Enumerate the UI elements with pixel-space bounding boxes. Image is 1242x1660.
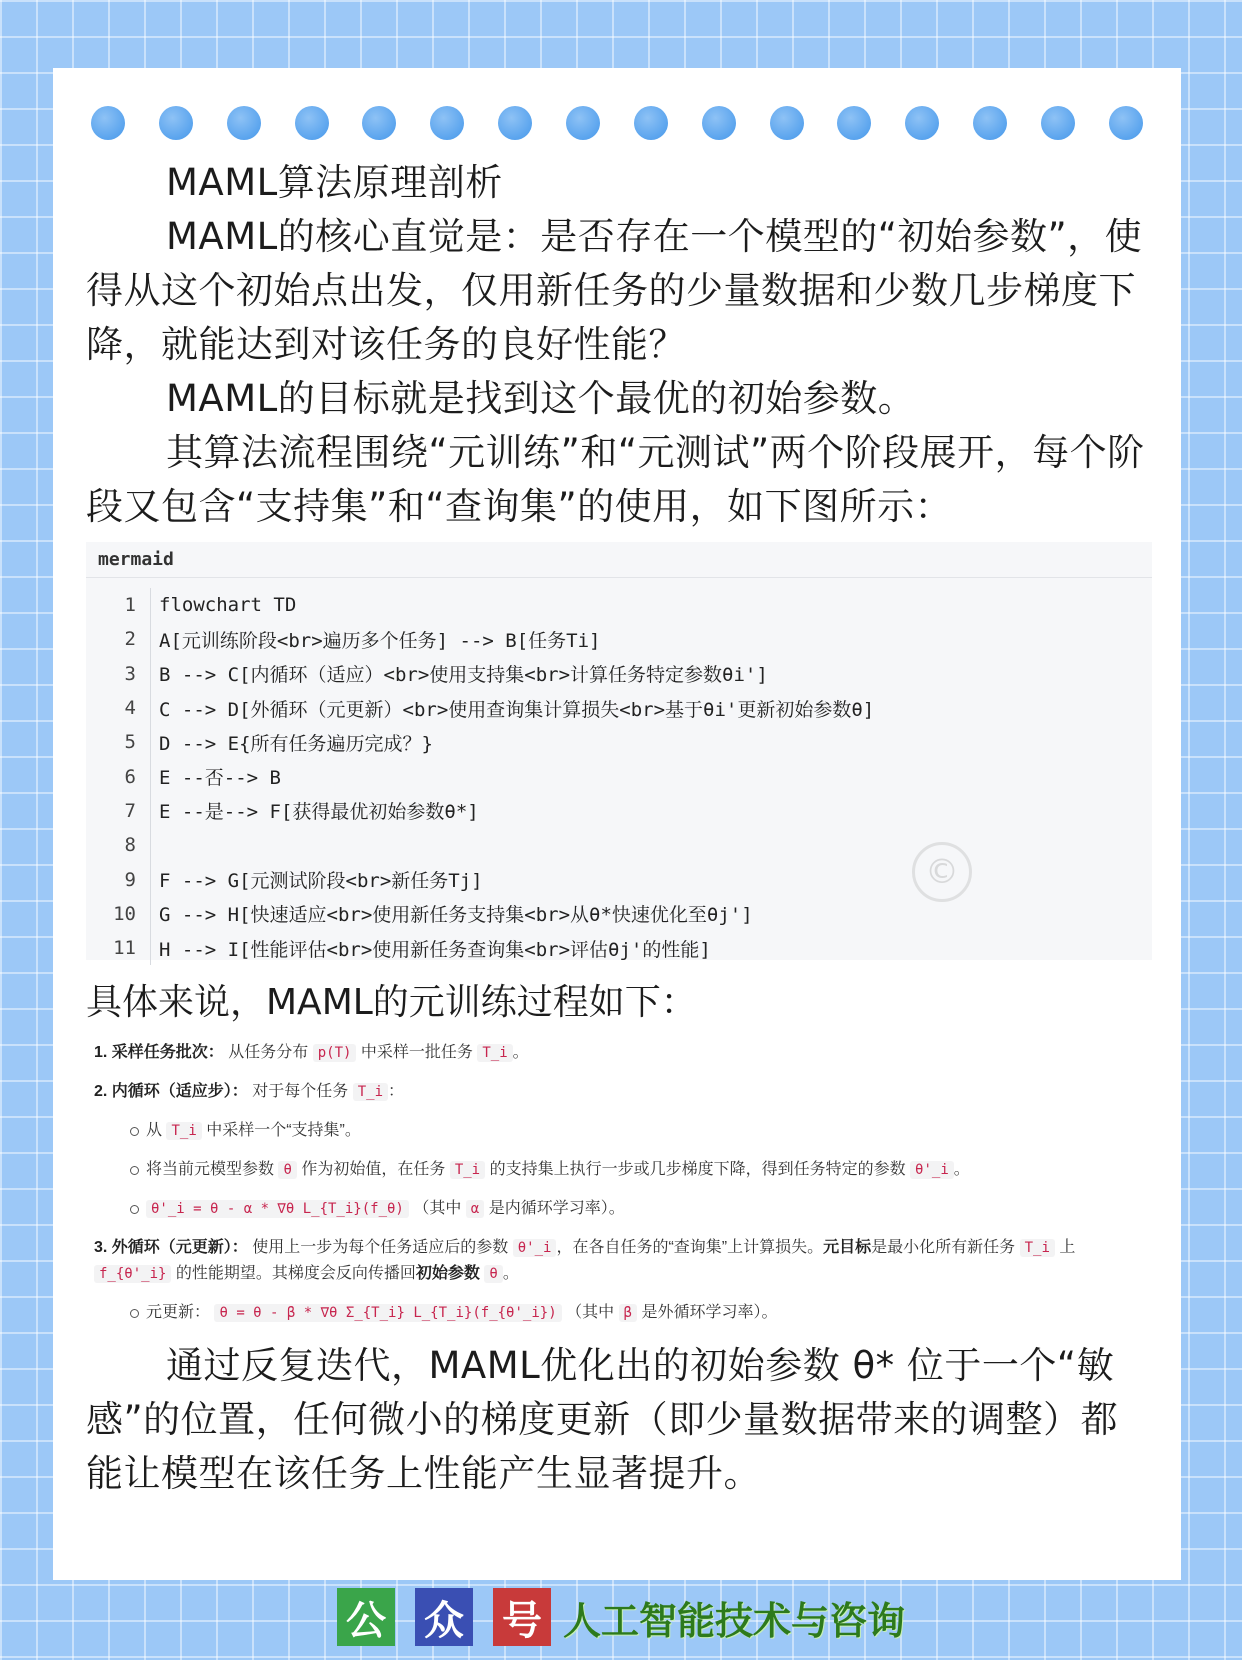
gutter-divider	[150, 897, 151, 931]
binder-hole	[770, 106, 804, 140]
code-text: G --> H[快速适应<br>使用新任务支持集<br>从θ*快速优化至θj']	[159, 904, 753, 927]
line-number: 11	[113, 937, 136, 960]
gutter-divider	[150, 794, 151, 828]
gutter-divider	[150, 657, 151, 691]
footer-banner	[0, 1588, 1242, 1646]
binder-hole	[295, 106, 329, 140]
gutter-divider	[150, 862, 151, 896]
binder-hole	[702, 106, 736, 140]
code-text: B --> C[内循环（适应）<br>使用支持集<br>计算任务特定参数θi']	[159, 664, 768, 687]
paragraph-intuition: MAML的核心直觉是：是否存在一个模型的“初始参数”，使得从这个初始点出发，仅用新任务的少量数据和少数几步梯度下降，就能达到对该任务的良好性能？	[86, 215, 1143, 366]
binder-hole	[634, 106, 668, 140]
gutter-divider	[150, 931, 151, 965]
binder-hole	[837, 106, 871, 140]
paragraph-goal: MAML的目标就是找到这个最优的初始参数。	[166, 377, 916, 420]
gutter-divider	[150, 725, 151, 759]
list-item: 2. 内循环（适应步）： 对于每个任务 T_i ：	[94, 1083, 405, 1100]
list-item: 1. 采样任务批次： 从任务分布 p(T) 中采样一批任务 T_i 。	[94, 1044, 529, 1061]
binder-hole	[905, 106, 939, 140]
binder-hole	[227, 106, 261, 140]
footer-badge-hao: 号	[493, 1588, 551, 1646]
code-text: A[元训练阶段<br>遍历多个任务] --> B[任务Ti]	[159, 629, 601, 652]
line-number: 6	[124, 765, 136, 788]
code-line	[86, 862, 1152, 896]
gutter-divider	[150, 759, 151, 793]
footer-badge-zhong: 众	[415, 1588, 473, 1646]
binder-hole	[159, 106, 193, 140]
binder-hole	[1109, 106, 1143, 140]
article-title: MAML算法原理剖析	[166, 161, 503, 204]
binder-hole	[566, 106, 600, 140]
line-number: 4	[124, 697, 136, 720]
code-line	[86, 725, 1152, 759]
line-number: 5	[124, 731, 136, 754]
code-line	[86, 657, 1152, 691]
binder-hole	[362, 106, 396, 140]
gutter-divider	[150, 588, 151, 622]
binder-hole	[91, 106, 125, 140]
footer-account-name: 人工智能技术与咨询	[562, 1598, 905, 1643]
code-line	[86, 828, 1152, 862]
footer-badge-gong: 公	[337, 1588, 395, 1646]
binder-holes	[91, 106, 1143, 140]
code-line	[86, 794, 1152, 828]
code-text: E --否--> B	[159, 767, 281, 790]
code-line	[86, 691, 1152, 725]
note-page	[53, 68, 1181, 1580]
code-block	[86, 542, 1152, 960]
copyright-watermark: ©	[912, 842, 972, 902]
code-text: flowchart TD	[159, 594, 297, 617]
code-line	[86, 759, 1152, 793]
code-line	[86, 622, 1152, 656]
sub-list-item: 元更新： θ = θ - β * ∇θ Σ_{T_i} L_{T_i}(f_{θ'_i}) （其中 β 是外循环学习率）。	[86, 1300, 1148, 1326]
code-text: C --> D[外循环（元更新）<br>使用查询集计算损失<br>基于θi'更新初始参数θ]	[159, 698, 875, 721]
binder-hole	[430, 106, 464, 140]
article-content	[86, 156, 1148, 1501]
sub-list-item: θ'_i = θ - α * ∇θ L_{T_i}(f_θ) （其中 α 是内循环学习率）。	[86, 1196, 1148, 1222]
code-text: H --> I[性能评估<br>使用新任务查询集<br>评估θj'的性能]	[159, 938, 711, 961]
steps-list	[86, 1040, 1148, 1326]
line-number: 3	[124, 662, 136, 685]
code-text: F --> G[元测试阶段<br>新任务Tj]	[159, 870, 483, 893]
paragraph-flow: 其算法流程围绕“元训练”和“元测试”两个阶段展开，每个阶段又包含“支持集”和“查询集”的使用，如下图所示：	[86, 431, 1145, 528]
code-lines	[86, 578, 1152, 965]
binder-hole	[498, 106, 532, 140]
sub-list-item: 从 T_i 中采样一个“支持集”。	[86, 1118, 1148, 1144]
gutter-divider	[150, 828, 151, 862]
line-number: 7	[124, 799, 136, 822]
code-language-label: mermaid	[86, 542, 1152, 578]
gutter-divider	[150, 622, 151, 656]
line-number: 10	[113, 902, 136, 925]
code-line	[86, 897, 1152, 931]
binder-hole	[1041, 106, 1075, 140]
binder-hole	[973, 106, 1007, 140]
sub-list-item: 将当前元模型参数 θ 作为初始值，在任务 T_i 的支持集上执行一步或几步梯度下降，得到任务特定的参数 θ'_i 。	[86, 1157, 1148, 1183]
line-number: 1	[124, 594, 136, 617]
code-line	[86, 588, 1152, 622]
code-line	[86, 931, 1152, 965]
line-number: 8	[124, 834, 136, 857]
line-number: 9	[124, 868, 136, 891]
section-heading: 具体来说，MAML的元训练过程如下：	[86, 982, 697, 1023]
paragraph-conclusion: 通过反复迭代，MAML优化出的初始参数 θ* 位于一个“敏感”的位置，任何微小的梯度更新（即少量数据带来的调整）都能让模型在该任务上性能产生显著提升。	[86, 1344, 1119, 1495]
line-number: 2	[124, 628, 136, 651]
list-item: 3. 外循环（元更新）： 使用上一步为每个任务适应后的参数 θ'_i ，在各自任务的“查询集”上计算损失。元目标是最小化所有新任务 T_i 上 f_{θ'_i} 的性能期望。其梯度会反向传播回初始参数 θ 。	[94, 1239, 1076, 1282]
gutter-divider	[150, 691, 151, 725]
code-text: D --> E{所有任务遍历完成？}	[159, 732, 433, 755]
code-text: E --是--> F[获得最优初始参数θ*]	[159, 801, 479, 824]
